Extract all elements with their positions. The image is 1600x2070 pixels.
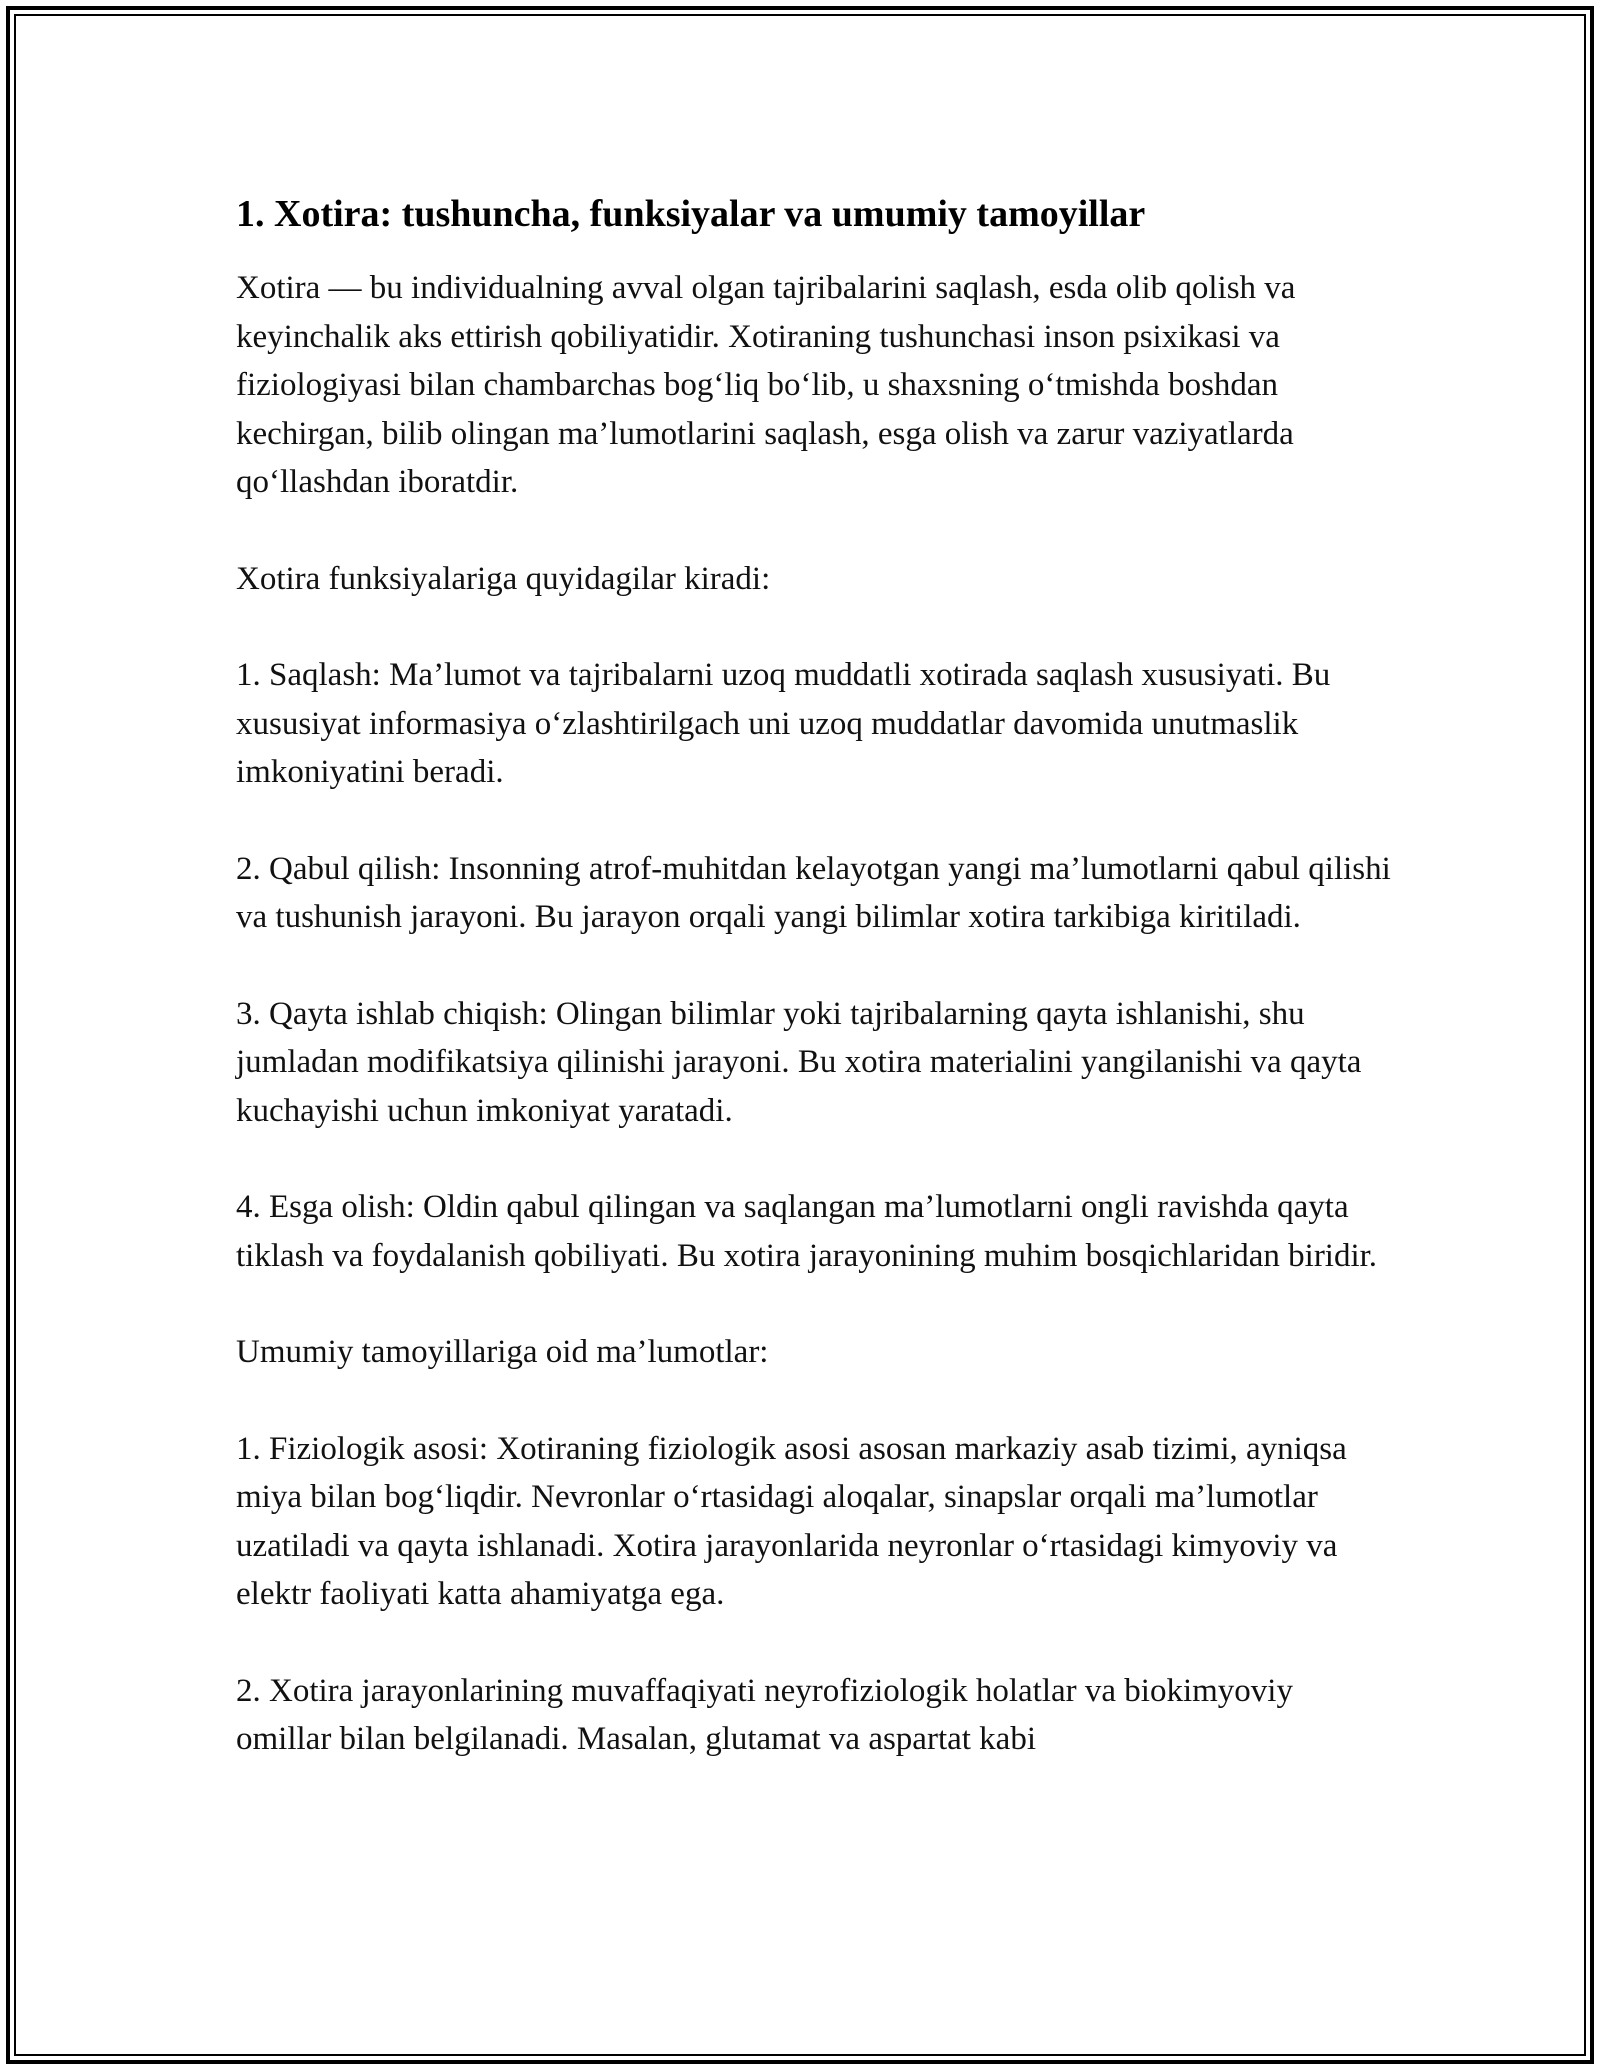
- document-title: 1. Xotira: tushuncha, funksiyalar va umumiy tamoyillar: [236, 193, 1146, 235]
- paragraph-function-processing: 3. Qayta ishlab chiqish: Olingan bilimlar yoki tajribalarning qayta ishlanishi, shu jumladan modifikatsiya qilinishi jarayoni. Bu xotira materialini yangilanishi va qayta kuchayishi uchun imkoniyat yaratadi.: [236, 995, 1362, 1129]
- document-body: [236, 186, 1396, 1812]
- paragraph-functions-intro: Xotira funksiyalariga quyidagilar kiradi:: [236, 560, 771, 597]
- paragraph-function-recall: 4. Esga olish: Oldin qabul qilingan va saqlangan ma’lumotlarni ongli ravishda qayta tiklash va foydalanish qobiliyati. Bu xotira jarayonining muhim bosqichlaridan biridir.: [236, 1189, 1378, 1274]
- paragraph-function-storage: 1. Saqlash: Ma’lumot va tajribalarni uzoq muddatli xotirada saqlash xususiyati. Bu xususiyat informasiya o‘zlashtirilgach uni uzoq muddatlar davomida unutmaslik imkoniyatini beradi.: [236, 657, 1331, 790]
- paragraph-principle-success: 2. Xotira jarayonlarining muvaffaqiyati neyrofiziologik holatlar va biokimyoviy omillar bilan belgilanadi. Masalan, glutamat va aspartat kabi: [236, 1672, 1293, 1757]
- paragraph-definition: Xotira — bu individualning avval olgan tajribalarini saqlash, esda olib qolish va keyinchalik aks ettirish qobiliyatidir. Xotiraning tushunchasi inson psixikasi va fiziologiyasi bilan chambarchas bog‘liq bo‘lib, u shaxsning o‘tmishda boshdan kechirgan, bilib olingan ma’lumotlarini saqlash, esga olish va zarur vaziyatlarda qo‘llashdan iboratdir.: [236, 270, 1296, 500]
- paragraph-function-reception: 2. Qabul qilish: Insonning atrof-muhitdan kelayotgan yangi ma’lumotlarni qabul qilishi va tushunish jarayoni. Bu jarayon orqali yangi bilimlar xotira tarkibiga kiritiladi.: [236, 850, 1391, 935]
- paragraph-principles-intro: Umumiy tamoyillariga oid ma’lumotlar:: [236, 1334, 769, 1370]
- paragraph-principle-physiology: 1. Fiziologik asosi: Xotiraning fiziologik asosi asosan markaziy asab tizimi, ayniqsa miya bilan bog‘liqdir. Nevronlar o‘rtasidagi aloqalar, sinapslar orqali ma’lumotlar uzatiladi va qayta ishlanadi. Xotira jarayonlarida neyronlar o‘rtasidagi kimyoviy va elektr faoliyati katta ahamiyatga ega.: [236, 1430, 1347, 1612]
